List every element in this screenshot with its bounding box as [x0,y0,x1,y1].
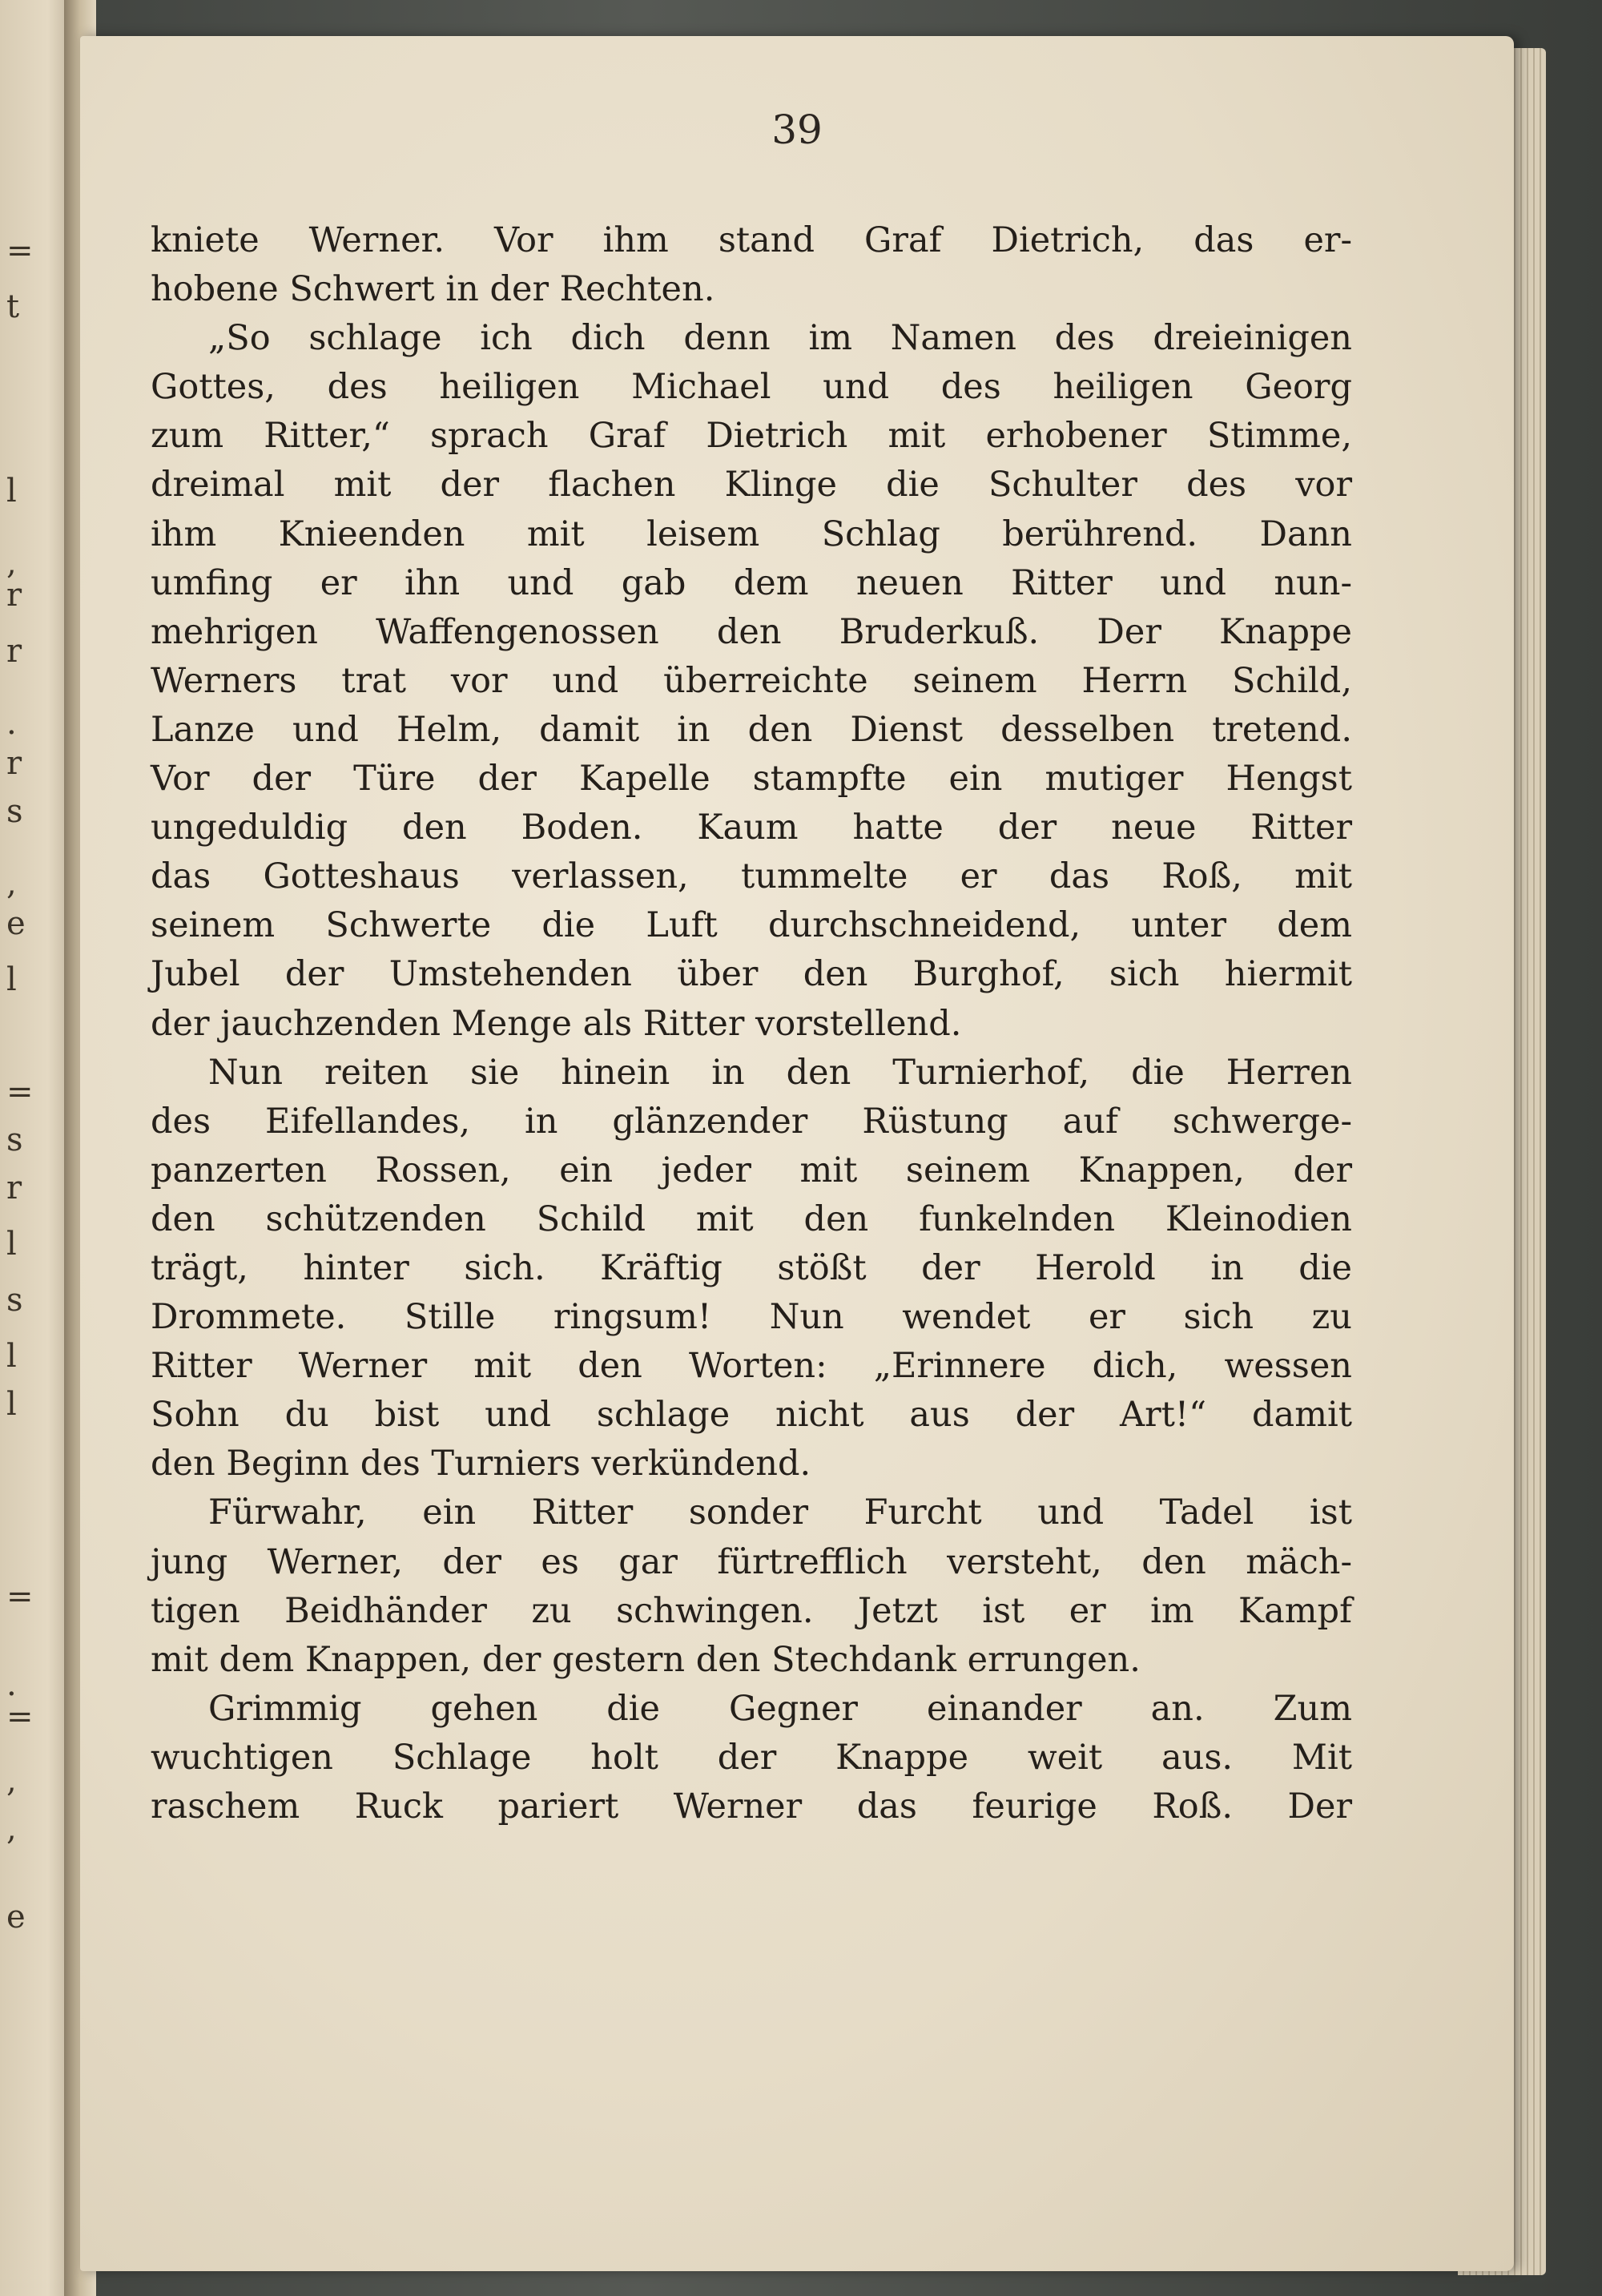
text-line: mit dem Knappen, der gestern den Stechdank errungen. [151,1639,1141,1680]
text-line: „So schlage ich dich denn im Namen des dreieinigen [208,318,1352,359]
margin-mark: = [6,1073,34,1110]
margin-mark: = [6,1578,34,1615]
margin-mark: , [6,1811,17,1847]
margin-mark: s [6,793,23,830]
text-line: ungeduldig den Boden. Kaum hatte der neue Ritter [151,808,1352,848]
margin-mark: s [6,1122,23,1158]
text-line: panzerten Rossen, ein jeder mit seinem Knappen, der [151,1150,1352,1190]
text-line: Werners trat vor und überreichte seinem Herrn Schild, [151,660,1352,701]
margin-mark: , [6,545,17,582]
text-line: Vor der Türe der Kapelle stampfte ein mutiger Hengst [151,759,1352,800]
text-line: Gottes, des heiligen Michael und des heiligen Georg [151,367,1352,408]
margin-mark: l [6,961,17,998]
text-line: Lanze und Helm, damit in den Dienst desselben tretend. [151,709,1352,750]
margin-mark: l [6,1338,17,1375]
margin-mark: e [6,905,26,942]
text-line: kniete Werner. Vor ihm stand Graf Dietrich, das er- [151,220,1352,260]
text-line: Drommete. Stille ringsum! Nun wendet er sich zu [151,1297,1352,1338]
text-line: mehrigen Waffengenossen den Bruderkuß. Der Knappe [151,611,1352,652]
margin-mark: r [6,577,22,614]
text-line: wuchtigen Schlage holt der Knappe weit aus. Mit [151,1737,1352,1778]
text-line: den Beginn des Turniers verkündend. [151,1444,811,1484]
text-line: das Gotteshaus verlassen, tummelte er das Roß, mit [151,856,1352,897]
book-page [80,36,1514,2271]
margin-mark: = [6,1698,34,1735]
text-line: seinem Schwerte die Luft durchschneidend, unter dem [151,905,1352,946]
margin-mark: e [6,1899,26,1935]
text-line: hobene Schwert in der Rechten. [151,269,715,310]
margin-mark: . [6,705,17,742]
margin-mark: s [6,1282,23,1319]
margin-mark: , [6,1762,17,1799]
text-line: Ritter Werner mit den Worten: „Erinnere dich, wessen [151,1346,1352,1387]
margin-mark: l [6,473,17,510]
text-line: trägt, hinter sich. Kräftig stößt der Herold in die [151,1247,1352,1288]
margin-mark: . [6,1666,17,1703]
margin-mark: l [6,1386,17,1423]
text-line: ihm Knieenden mit leisem Schlag berührend. Dann [151,514,1352,554]
text-line: raschem Ruck pariert Werner das feurige Roß. Der [151,1786,1352,1827]
text-line: Fürwahr, ein Ritter sonder Furcht und Tadel ist [208,1492,1352,1533]
margin-mark: r [6,633,22,670]
body-text [151,216,1352,1831]
text-line: Sohn du bist und schlage nicht aus der Art!“ damit [151,1395,1352,1436]
text-line: zum Ritter,“ sprach Graf Dietrich mit erhobener Stimme, [151,416,1352,457]
margin-mark: l [6,1226,17,1263]
text-line: jung Werner, der es gar fürtrefflich versteht, den mäch- [151,1541,1352,1582]
text-line: der jauchzenden Menge als Ritter vorstellend. [151,1003,962,1044]
text-line: umfing er ihn und gab dem neuen Ritter und nun- [151,562,1352,603]
page-number: 39 [771,107,823,153]
margin-mark: = [6,232,34,269]
text-line: Jubel der Umstehenden über den Burghof, sich hiermit [151,954,1352,995]
margin-mark: t [6,288,20,325]
margin-mark: r [6,1170,22,1206]
margin-mark: , [6,865,17,902]
text-line: Grimmig gehen die Gegner einander an. Zum [208,1688,1352,1729]
text-line: Nun reiten sie hinein in den Turnierhof, die Herren [208,1052,1352,1093]
text-line: des Eifellandes, in glänzender Rüstung auf schwerge- [151,1101,1352,1142]
text-line: tigen Beidhänder zu schwingen. Jetzt ist er im Kampf [151,1590,1352,1631]
text-line: dreimal mit der flachen Klinge die Schulter des vor [151,465,1352,506]
text-line: den schützenden Schild mit den funkelnden Kleinodien [151,1198,1352,1239]
margin-mark: r [6,745,22,782]
